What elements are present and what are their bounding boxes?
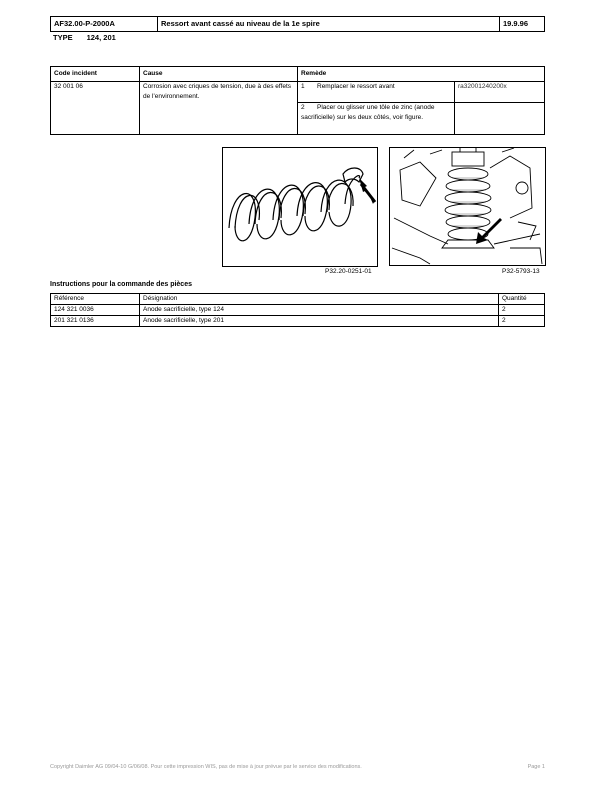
table-row bbox=[51, 316, 545, 327]
parts-section-title: Instructions pour la commande des pièces bbox=[50, 281, 192, 288]
suspension-assembly-illustration bbox=[389, 147, 546, 266]
step-text: Placer ou glisser une tôle de zinc (anode sacrificielle) sur les deux côtés, voir figure. bbox=[301, 104, 435, 121]
remedy-reference: ra32001240200x bbox=[455, 82, 545, 103]
incident-table bbox=[50, 66, 545, 135]
step-number: 1 bbox=[301, 83, 305, 90]
part-reference: 124 321 0036 bbox=[51, 305, 140, 316]
col-header-quantity: Quantité bbox=[499, 294, 545, 305]
parts-table bbox=[50, 293, 545, 327]
type-value: 124, 201 bbox=[86, 33, 116, 42]
type-label: TYPE bbox=[53, 33, 73, 42]
figure-caption: P32-5793-13 bbox=[502, 268, 540, 275]
step-number: 2 bbox=[301, 104, 305, 111]
part-quantity: 2 bbox=[499, 316, 545, 327]
doc-title: Ressort avant cassé au niveau de la 1e spire bbox=[158, 17, 500, 32]
col-header-cause: Cause bbox=[140, 67, 298, 82]
remedy-step bbox=[298, 103, 455, 135]
document-header bbox=[50, 16, 545, 32]
doc-id: AF32.00-P-2000A bbox=[51, 17, 158, 32]
coil-spring-illustration bbox=[222, 147, 378, 267]
doc-date: 19.9.96 bbox=[500, 17, 545, 32]
table-header-row bbox=[51, 294, 545, 305]
col-header-reference: Référence bbox=[51, 294, 140, 305]
table-row bbox=[51, 305, 545, 316]
vehicle-type-line bbox=[53, 33, 116, 42]
remedy-step bbox=[298, 82, 455, 103]
col-header-designation: Désignation bbox=[140, 294, 499, 305]
table-row bbox=[51, 82, 545, 103]
incident-cause: Corrosion avec criques de tension, due à des effets de l'environnement. bbox=[140, 82, 298, 135]
suspension-assembly-icon bbox=[390, 148, 545, 265]
part-designation: Anode sacrificielle, type 124 bbox=[140, 305, 499, 316]
incident-code: 32 001 06 bbox=[51, 82, 140, 135]
part-quantity: 2 bbox=[499, 305, 545, 316]
part-designation: Anode sacrificielle, type 201 bbox=[140, 316, 499, 327]
step-text: Remplacer le ressort avant bbox=[317, 83, 395, 90]
page-number: Page 1 bbox=[527, 764, 545, 770]
remedy-reference bbox=[455, 103, 545, 135]
part-reference: 201 321 0136 bbox=[51, 316, 140, 327]
figure-caption: P32.20-0251-01 bbox=[325, 268, 372, 275]
copyright-notice: Copyright Daimler AG 09/04-10 G/06/08. Pour cette impression WIS, pas de mise à jour prévue par le service des modifications. bbox=[50, 764, 362, 770]
col-header-code: Code incident bbox=[51, 67, 140, 82]
col-header-remedy: Remède bbox=[298, 67, 545, 82]
coil-spring-icon bbox=[223, 148, 377, 266]
